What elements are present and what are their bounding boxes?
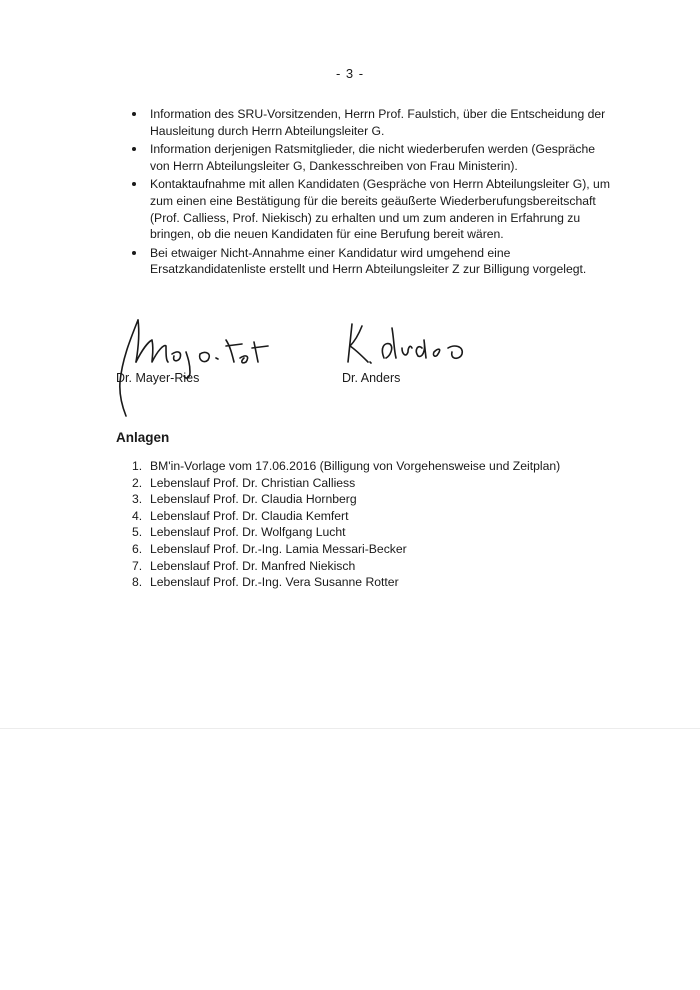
annex-item — [132, 541, 560, 558]
bullet-item — [132, 141, 612, 174]
annex-item-text: Lebenslauf Prof. Dr. Wolfgang Lucht — [150, 525, 346, 540]
signer-right-name: Dr. Anders — [342, 371, 401, 385]
bullet-dot-icon — [132, 251, 136, 255]
page-number: - 3 - — [335, 66, 365, 81]
bullet-item — [132, 245, 612, 278]
annex-item-number: 3. — [132, 492, 143, 507]
bullet-item — [132, 176, 612, 242]
annex-list — [132, 458, 560, 591]
annex-item-text: Lebenslauf Prof. Dr. Christian Calliess — [150, 475, 356, 490]
bullet-dot-icon — [132, 112, 136, 116]
bullet-text: Bei etwaiger Nicht-Annahme einer Kandidatur wird umgehend eine Ersatzkandidatenliste erstellt und Herrn Abteilungsleiter Z zur Billigung vorgelegt. — [150, 245, 587, 277]
annex-item — [132, 508, 560, 525]
annex-item-number: 8. — [132, 575, 143, 590]
annex-item-text: Lebenslauf Prof. Dr. Claudia Hornberg — [150, 492, 357, 507]
bullet-item — [132, 106, 612, 139]
annex-item — [132, 475, 560, 492]
signature-right-icon — [340, 318, 480, 368]
annex-item-text: Lebenslauf Prof. Dr.-Ing. Vera Susanne Rotter — [150, 575, 399, 590]
signature-left-icon — [108, 310, 298, 420]
annex-item — [132, 491, 560, 508]
annex-item — [132, 458, 560, 475]
bullet-dot-icon — [132, 182, 136, 186]
annex-item-number: 2. — [132, 475, 143, 490]
bullet-text: Information des SRU-Vorsitzenden, Herrn Prof. Faulstich, über die Entscheidung der Hausleitung durch Herrn Abteilungsleiter G. — [150, 107, 606, 138]
annex-item-number: 4. — [132, 508, 143, 523]
annex-item — [132, 574, 560, 591]
bullet-text: Kontaktaufnahme mit allen Kandidaten (Gespräche von Herrn Abteilungsleiter G), um zum einen eine Bestätigung für die bereits geäußerte Wiederberufungsbereitschaft (Prof. Calliess, Prof. Niekisch) zu erhalten und um zum anderen in Erfahrung zu bringen, ob die neuen Kandidaten für eine Berufung bereit wären. — [150, 177, 610, 242]
annex-item-number: 1. — [132, 459, 143, 473]
annex-item-text: Lebenslauf Prof. Dr. Manfred Niekisch — [150, 558, 356, 573]
annex-heading: Anlagen — [116, 430, 170, 445]
annex-item-number: 5. — [132, 525, 143, 540]
annex-item-text: Lebenslauf Prof. Dr.-Ing. Lamia Messari-Becker — [150, 541, 407, 556]
annex-item-text: Lebenslauf Prof. Dr. Claudia Kemfert — [150, 508, 349, 523]
annex-item-text: BM'in-Vorlage vom 17.06.2016 (Billigung von Vorgehensweise und Zeitplan) — [150, 459, 561, 473]
signer-left-name: Dr. Mayer-Ries — [116, 371, 200, 385]
scan-artifact-divider — [0, 728, 700, 729]
annex-item — [132, 558, 560, 575]
bullet-list — [132, 106, 612, 280]
annex-item — [132, 524, 560, 541]
bullet-dot-icon — [132, 147, 136, 151]
annex-item-number: 7. — [132, 558, 143, 573]
bullet-text: Information derjenigen Ratsmitglieder, die nicht wiederberufen werden (Gespräche von Herrn Abteilungsleiter G, Dankesschreiben von Frau Ministerin). — [150, 142, 596, 173]
annex-item-number: 6. — [132, 541, 143, 556]
